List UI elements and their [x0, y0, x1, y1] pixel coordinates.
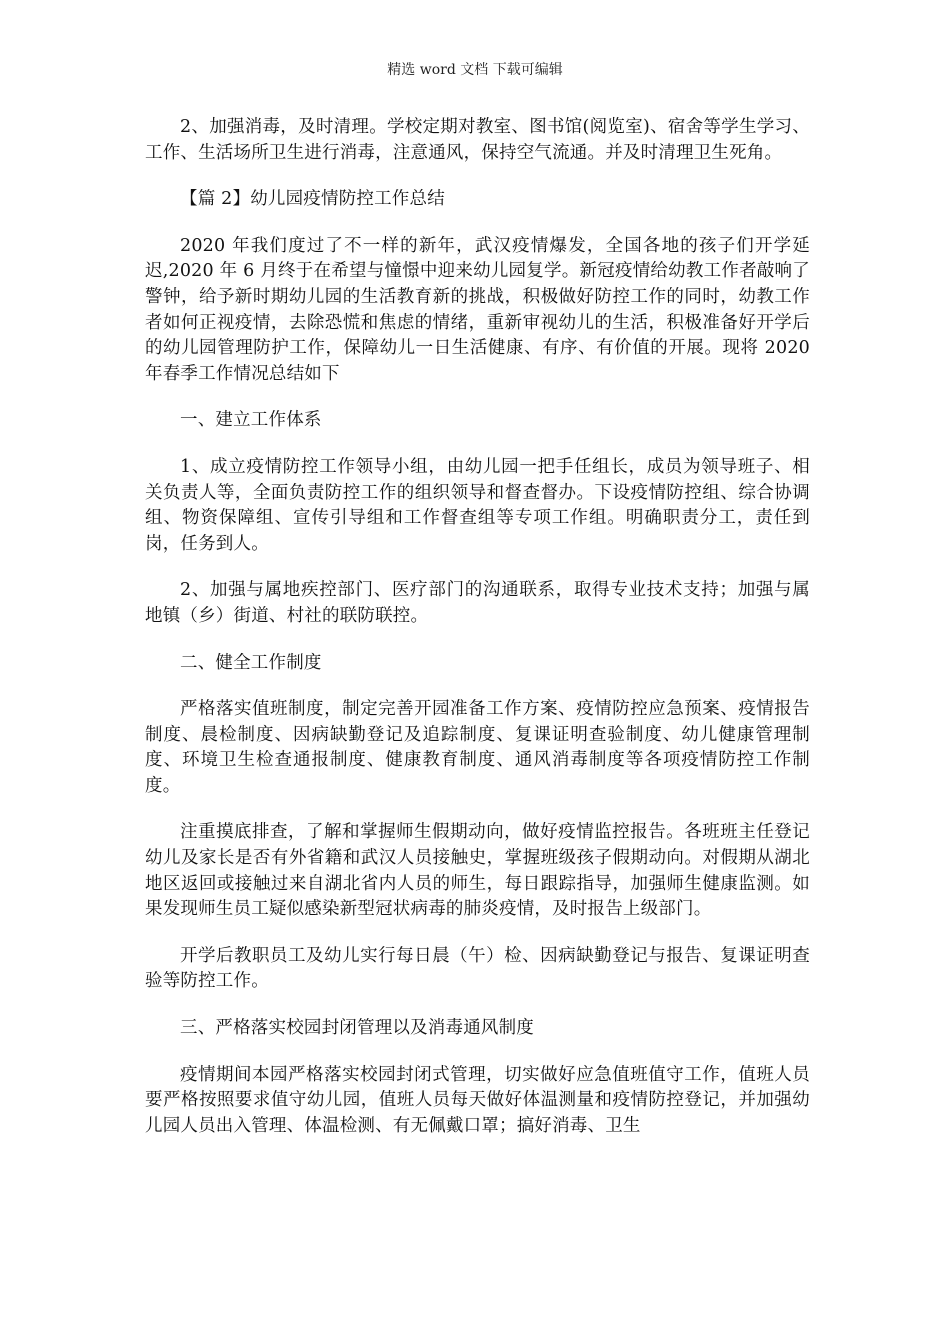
page-header: 精选 word 文档 下载可编辑 — [387, 62, 563, 78]
heading-campus-management: 三、严格落实校园封闭管理以及消毒通风制度 — [180, 1018, 534, 1039]
paragraph-closed-management: 疫情期间本园严格落实校园封闭式管理，切实做好应急值班值守工作，值班人员要严格按照要求值守幼儿园，值班人员每天做好体温测量和疫情防控登记，并加强幼儿园人员出入管理、体温检测、有无佩戴口罩；搞好消毒、卫生 — [145, 1064, 810, 1136]
paragraph-daily-check: 开学后教职员工及幼儿实行每日晨（午）检、因病缺勤登记与报告、复课证明查验等防控工作。 — [145, 945, 810, 992]
document-body — [145, 115, 810, 1160]
paragraph-cooperation: 2、加强与属地疾控部门、医疗部门的沟通联系，取得专业技术支持；加强与属地镇（乡）街道、村社的联防联控。 — [145, 580, 810, 626]
paragraph-leadership-group: 1、成立疫情防控工作领导小组，由幼儿园一把手任组长，成员为领导班子、相关负责人等，全面负责防控工作的组织领导和督查督办。下设疫情防控组、综合协调组、物资保障组、宣传引导组和工作督查组等专项工作组。明确职责分工，责任到岗，任务到人。 — [145, 456, 810, 554]
paragraph-intro: 2020 年我们度过了不一样的新年，武汉疫情爆发，全国各地的孩子们开学延迟,2020 年 6 月终于在希望与憧憬中迎来幼儿园复学。新冠疫情给幼教工作者敲响了警钟，给予新时期幼儿园的生活教育新的挑战，积极做好防控工作的同时，幼教工作者如何正视疫情，去除恐慌和焦虑的情绪，重新审视幼儿的生活，积极准备好开学后的幼儿园管理防护工作，保障幼儿一日生活健康、有序、有价值的开展。现将 2020 年春季工作情况总结如下 — [145, 235, 810, 384]
section-title: 【篇 2】幼儿园疫情防控工作总结 — [180, 189, 445, 210]
heading-work-system: 一、建立工作体系 — [180, 410, 322, 431]
heading-work-rules: 二、健全工作制度 — [180, 652, 322, 673]
paragraph-investigation: 注重摸底排查，了解和掌握师生假期动向，做好疫情监控报告。各班班主任登记幼儿及家长是否有外省籍和武汉人员接触史，掌握班级孩子假期动向。对假期从湖北地区返回或接触过来自湖北省内人员的师生，每日跟踪指导，加强师生健康监测。如果发现师生员工疑似感染新型冠状病毒的肺炎疫情，及时报告上级部门。 — [145, 822, 810, 920]
paragraph-disinfection: 2、加强消毒，及时清理。学校定期对教室、图书馆(阅览室)、宿舍等学生学习、工作、生活场所卫生进行消毒，注意通风，保持空气流通。并及时清理卫生死角。 — [145, 117, 810, 163]
paragraph-duty-rules: 严格落实值班制度，制定完善开园准备工作方案、疫情防控应急预案、疫情报告制度、晨检制度、因病缺勤登记及追踪制度、复课证明查验制度、幼儿健康管理制度、环境卫生检查通报制度、健康教育制度、通风消毒制度等各项疫情防控工作制度。 — [145, 699, 810, 796]
